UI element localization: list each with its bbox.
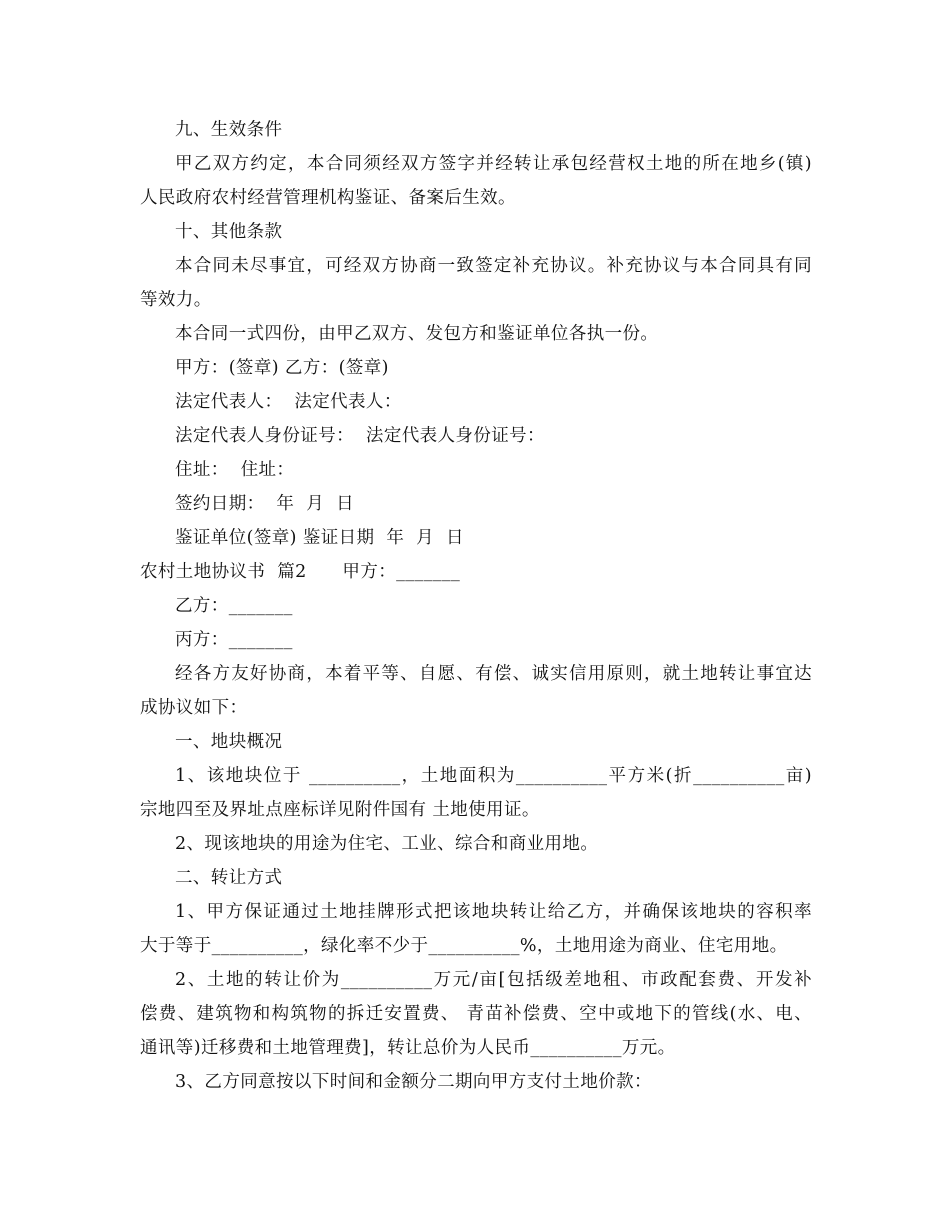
paragraph-line: 本合同一式四份，由甲乙双方、发包方和鉴证单位各执一份。 [175,324,659,344]
paragraph-line: 2、现该地块的用途为住宅、工业、综合和商业用地。 [175,834,599,854]
paragraph-line: 本合同未尽事宜，可经双方协商一致签定补充协议。补充协议与本合同具有同 [175,256,812,276]
section-heading-plot-overview: 一、地块概况 [175,732,283,752]
signature-line-id-number: 法定代表人身份证号： 法定代表人身份证号： [175,426,545,446]
section-heading-transfer-method: 二、转让方式 [175,868,283,888]
paragraph-line: 1、该地块位于 __________，土地面积为__________平方米(折__________亩) [175,766,812,786]
section-heading-effective-conditions: 九、生效条件 [175,120,283,140]
paragraph-line: 人民政府农村经营管理机构鉴证、备案后生效。 [140,188,516,208]
party-b-line: 乙方：_______ [175,596,293,616]
section-heading-other-terms: 十、其他条款 [175,222,283,242]
paragraph-line: 宗地四至及界址点座标详见附件国有 土地使用证。 [140,800,540,820]
paragraph-line: 经各方友好协商，本着平等、自愿、有偿、诚实信用原则，就土地转让事宜达 [175,664,812,684]
paragraph-line: 3、乙方同意按以下时间和金额分二期向甲方支付土地价款： [175,1072,652,1092]
paragraph-line: 偿费、建筑物和构筑物的拆迁安置费、 青苗补偿费、空中或地下的管线(水、电、 [140,1004,812,1024]
paragraph-line: 2、土地的转让价为__________万元/亩[包括级差地租、市政配套费、开发补 [175,970,812,990]
paragraph-line: 成协议如下： [140,698,248,718]
paragraph-line: 等效力。 [140,290,212,310]
signature-line-verification: 鉴证单位(签章) 鉴证日期 年 月 日 [175,528,464,548]
signature-line-address: 住址： 住址： [175,460,295,480]
paragraph-line: 1、甲方保证通过土地挂牌形式把该地块转让给乙方，并确保该地块的容积率 [175,902,812,922]
paragraph-line: 甲乙双方约定，本合同须经双方签字并经转让承包经营权土地的所在地乡(镇) [175,154,812,174]
document-title-line: 农村土地协议书 篇2 甲方：_______ [140,562,461,582]
signature-line-parties: 甲方：(签章) 乙方：(签章) [175,358,389,378]
paragraph-line: 通讯等)迁移费和土地管理费]，转让总价为人民币__________万元。 [140,1038,676,1058]
signature-line-date: 签约日期： 年 月 日 [175,494,354,514]
party-c-line: 丙方：_______ [175,630,293,650]
signature-line-legal-rep: 法定代表人： 法定代表人： [175,392,402,412]
paragraph-line: 大于等于__________，绿化率不少于__________%，土地用途为商业、住宅用地。 [140,936,788,956]
